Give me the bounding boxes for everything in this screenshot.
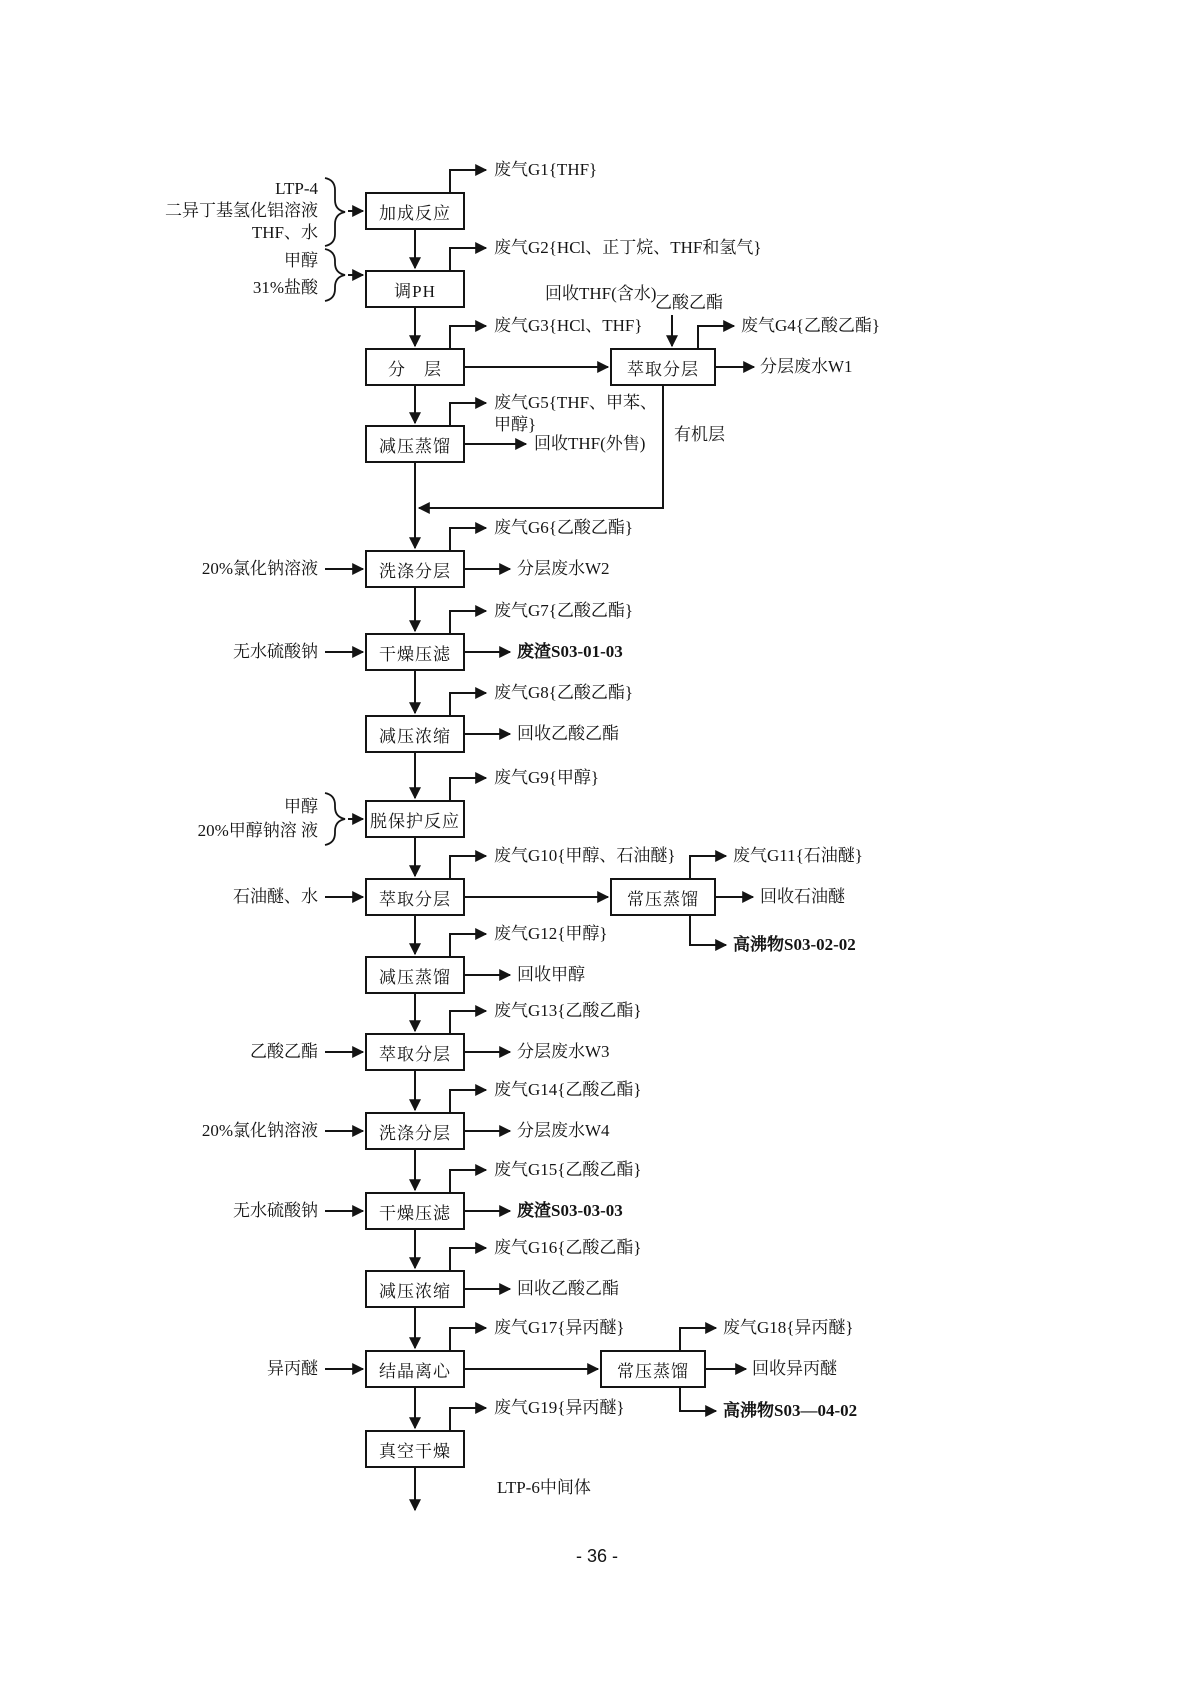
input-ethyl-acetate: 乙酸乙酯 bbox=[250, 1042, 318, 1061]
output-etoac-recovery-1: 回收乙酸乙酯 bbox=[517, 724, 619, 743]
input-recovered-thf-water: 回收THF(含水) bbox=[545, 284, 657, 303]
product-ltp6-intermediate: LTP-6中间体 bbox=[497, 1478, 591, 1497]
wire-waste-g15 bbox=[450, 1170, 486, 1192]
output-wastewater-w2: 分层废水W2 bbox=[517, 559, 610, 578]
input-sodium-sulfate-1: 无水硫酸钠 bbox=[233, 642, 318, 661]
output-residue-s03-01-03: 废渣S03-01-03 bbox=[517, 642, 623, 661]
input-methanol-1: 甲醇 bbox=[284, 251, 318, 270]
wire-waste-g2 bbox=[450, 248, 486, 270]
waste-gas-g4: 废气G4{乙酸乙酯} bbox=[741, 316, 881, 335]
waste-gas-g2: 废气G2{HCl、正丁烷、THF和氢气} bbox=[494, 238, 762, 257]
box-vacuum-distillation-2: 减压蒸馏 bbox=[365, 956, 465, 994]
input-petroleum-ether-water: 石油醚、水 bbox=[233, 887, 318, 906]
box-wash-separation-1: 洗涤分层 bbox=[365, 550, 465, 588]
box-atmospheric-distillation-1: 常压蒸馏 bbox=[610, 878, 716, 916]
box-crystallization-centrifugation: 结晶离心 bbox=[365, 1350, 465, 1388]
wire-waste-g4 bbox=[698, 326, 734, 348]
waste-gas-g19: 废气G19{异丙醚} bbox=[494, 1398, 625, 1417]
box-atmospheric-distillation-2: 常压蒸馏 bbox=[600, 1350, 706, 1388]
waste-gas-g7: 废气G7{乙酸乙酯} bbox=[494, 601, 634, 620]
box-drying-filtration-2: 干燥压滤 bbox=[365, 1192, 465, 1230]
input-ethyl-acetate-top: 乙酸乙酯 bbox=[655, 293, 723, 312]
wire-output-high-boiler-1 bbox=[690, 916, 726, 945]
output-thf-sale: 回收THF(外售) bbox=[534, 434, 646, 453]
brace-input-ltp4 bbox=[325, 178, 345, 246]
box-adjust-ph: 调PH bbox=[365, 270, 465, 308]
input-hcl: 31%盐酸 bbox=[252, 278, 318, 297]
waste-gas-g15: 废气G15{乙酸乙酯} bbox=[494, 1160, 642, 1179]
stream-organic-layer: 有机层 bbox=[674, 425, 725, 444]
waste-gas-g3: 废气G3{HCl、THF} bbox=[494, 316, 643, 335]
waste-gas-g6: 废气G6{乙酸乙酯} bbox=[494, 518, 634, 537]
wire-output-high-boiler-2 bbox=[680, 1388, 716, 1411]
wire-waste-g9 bbox=[450, 778, 486, 800]
input-sodium-sulfate-2: 无水硫酸钠 bbox=[233, 1201, 318, 1220]
output-ipe-recovery: 回收异丙醚 bbox=[752, 1359, 837, 1378]
waste-gas-g13: 废气G13{乙酸乙酯} bbox=[494, 1001, 642, 1020]
waste-gas-g8: 废气G8{乙酸乙酯} bbox=[494, 683, 634, 702]
box-wash-separation-2: 洗涤分层 bbox=[365, 1112, 465, 1150]
box-addition-reaction: 加成反应 bbox=[365, 192, 465, 230]
wire-waste-g16 bbox=[450, 1248, 486, 1270]
box-extraction-separation-2: 萃取分层 bbox=[365, 878, 465, 916]
wire-waste-g13 bbox=[450, 1011, 486, 1033]
waste-gas-g12: 废气G12{甲醇} bbox=[494, 924, 608, 943]
box-vacuum-distillation-1: 减压蒸馏 bbox=[365, 425, 465, 463]
output-etoac-recovery-2: 回收乙酸乙酯 bbox=[517, 1279, 619, 1298]
input-isopropyl-ether: 异丙醚 bbox=[267, 1359, 318, 1378]
output-wastewater-w4: 分层废水W4 bbox=[517, 1121, 610, 1140]
wire-waste-g7 bbox=[450, 611, 486, 633]
input-nacl-solution-1: 20%氯化钠溶液 bbox=[201, 559, 318, 578]
input-nacl-solution-2: 20%氯化钠溶液 bbox=[201, 1121, 318, 1140]
wire-waste-g11 bbox=[690, 856, 726, 878]
output-pet-ether-recovery: 回收石油醚 bbox=[760, 887, 845, 906]
waste-gas-g1: 废气G1{THF} bbox=[494, 160, 598, 179]
output-methanol-recovery: 回收甲醇 bbox=[517, 965, 585, 984]
wire-waste-g17 bbox=[450, 1328, 486, 1350]
wire-waste-g5 bbox=[450, 403, 486, 425]
brace-input-methanol-hcl bbox=[325, 249, 345, 301]
wire-waste-g18 bbox=[680, 1328, 716, 1350]
output-high-boiler-s03-02-02: 高沸物S03-02-02 bbox=[733, 935, 856, 954]
output-wastewater-w1: 分层废水W1 bbox=[760, 357, 853, 376]
box-vacuum-concentration-1: 减压浓缩 bbox=[365, 715, 465, 753]
waste-gas-g9: 废气G9{甲醇} bbox=[494, 768, 600, 787]
box-separation: 分 层 bbox=[365, 348, 465, 386]
output-wastewater-w3: 分层废水W3 bbox=[517, 1042, 610, 1061]
wire-waste-g8 bbox=[450, 693, 486, 715]
box-extraction-separation-1: 萃取分层 bbox=[610, 348, 716, 386]
input-ltp4-line2: 二异丁基氢化铝溶液 bbox=[165, 201, 318, 220]
wire-waste-g19 bbox=[450, 1408, 486, 1430]
waste-gas-g10: 废气G10{甲醇、石油醚} bbox=[494, 846, 676, 865]
box-deprotection-reaction: 脱保护反应 bbox=[365, 800, 465, 838]
box-vacuum-drying: 真空干燥 bbox=[365, 1430, 465, 1468]
wire-waste-g10 bbox=[450, 856, 486, 878]
wire-waste-g1 bbox=[450, 170, 486, 192]
input-ltp4-line3: THF、水 bbox=[251, 223, 318, 242]
wire-waste-g14 bbox=[450, 1090, 486, 1112]
output-residue-s03-03-03: 废渣S03-03-03 bbox=[517, 1201, 623, 1220]
waste-gas-g17: 废气G17{异丙醚} bbox=[494, 1318, 625, 1337]
input-sodium-methoxide: 20%甲醇钠溶 液 bbox=[197, 821, 318, 840]
waste-gas-g5: 废气G5{THF、甲苯、甲醇} bbox=[494, 393, 658, 434]
page-number: - 36 - bbox=[575, 1546, 618, 1566]
wire-waste-g3 bbox=[450, 326, 486, 348]
box-drying-filtration-1: 干燥压滤 bbox=[365, 633, 465, 671]
box-vacuum-concentration-2: 减压浓缩 bbox=[365, 1270, 465, 1308]
input-ltp4-line1: LTP-4 bbox=[275, 179, 318, 198]
waste-gas-g11: 废气G11{石油醚} bbox=[733, 846, 863, 865]
waste-gas-g14: 废气G14{乙酸乙酯} bbox=[494, 1080, 642, 1099]
output-high-boiler-s03-04-02: 高沸物S03—04-02 bbox=[723, 1401, 858, 1420]
waste-gas-g18: 废气G18{异丙醚} bbox=[723, 1318, 854, 1337]
input-methanol-2: 甲醇 bbox=[284, 797, 318, 816]
wire-waste-g12 bbox=[450, 934, 486, 956]
waste-gas-g16: 废气G16{乙酸乙酯} bbox=[494, 1238, 642, 1257]
brace-input-methanol-naome bbox=[325, 793, 345, 845]
box-extraction-separation-3: 萃取分层 bbox=[365, 1033, 465, 1071]
wire-waste-g6 bbox=[450, 528, 486, 550]
